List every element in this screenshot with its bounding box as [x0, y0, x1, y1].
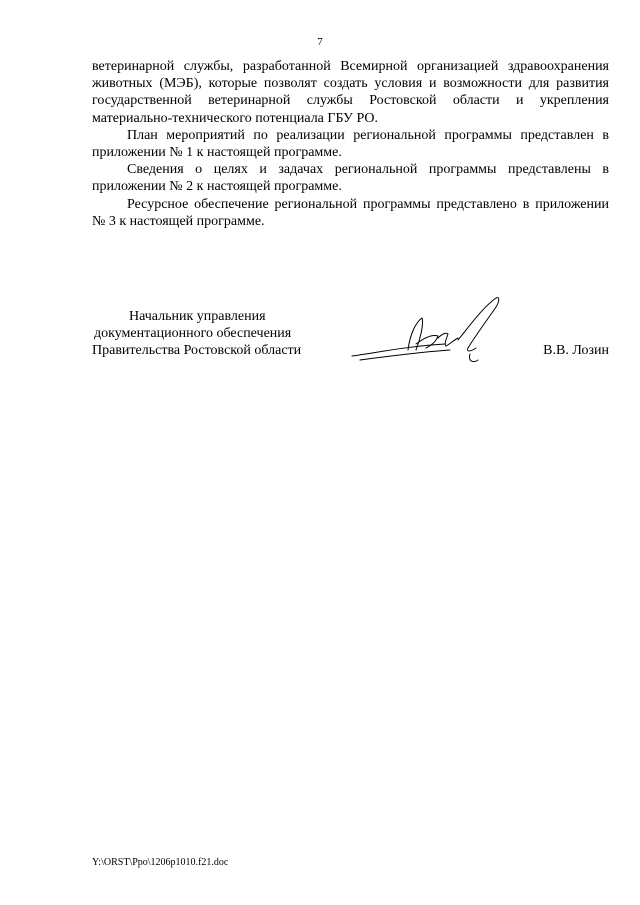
paragraph-resources: Ресурсное обеспечение региональной программы представлено в приложении № 3 к настоящей программе.	[92, 196, 609, 229]
file-path-footer: Y:\ORST\Ppo\1206p1010.f21.doc	[92, 857, 229, 868]
signer-title-line-3: Правительства Ростовской области	[92, 343, 302, 358]
body-text	[92, 58, 609, 230]
signer-title-line-2: документационного обеспечения	[94, 326, 292, 341]
handwritten-signature	[350, 294, 510, 374]
paragraph-plan: План мероприятий по реализации региональной программы представлен в приложении № 1 к настоящей программе.	[92, 127, 609, 161]
paragraph-goals: Сведения о целях и задачах региональной программы представлены в приложении № 2 к настоящей программе.	[92, 162, 609, 195]
paragraph-continuation: ветеринарной службы, разработанной Всемирной организацией здравоохранения животных (МЭБ), которые позволят создать условия и возможности для развития государственной ветеринарной службы Ростовской области и укрепления материально-технического потенциала ГБУ РО.	[92, 59, 609, 126]
signer-name: В.В. Лозин	[543, 343, 609, 358]
signer-title-line-1: Начальник управления	[129, 309, 266, 324]
page-number: 7	[317, 36, 323, 48]
